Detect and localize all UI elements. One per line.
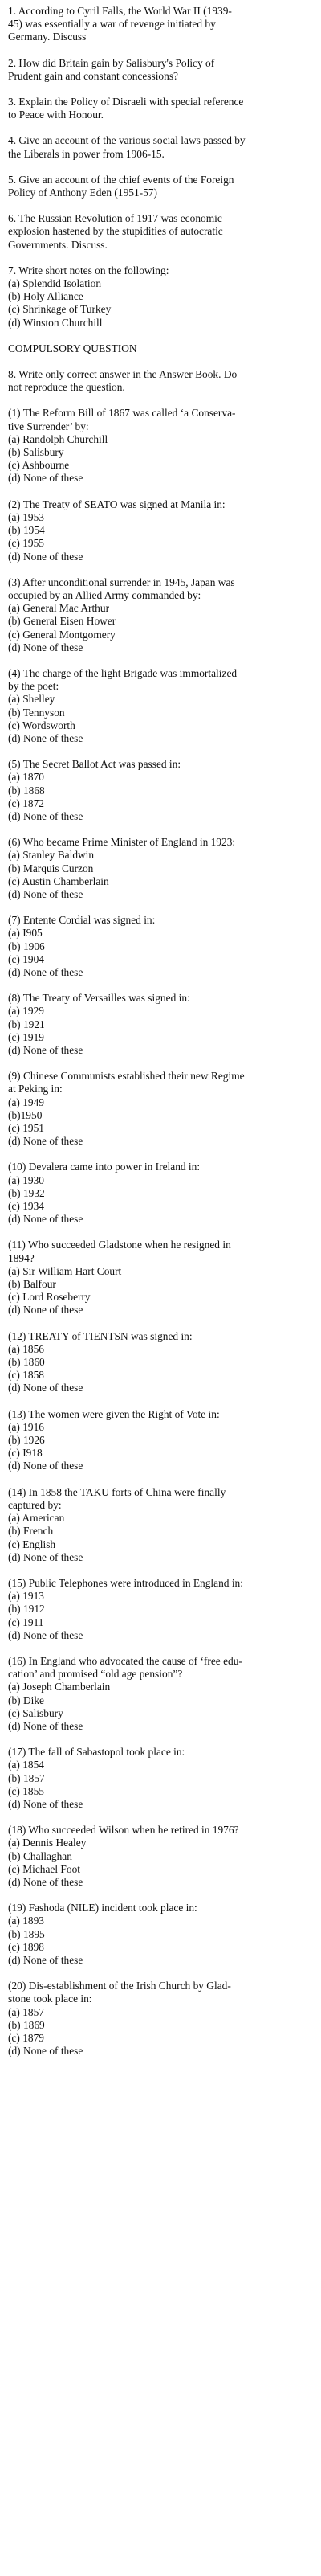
short-notes-item: (d) Winston Churchill xyxy=(8,316,103,329)
mcq-option: (b) 1932 xyxy=(8,1186,45,1199)
mcq-question xyxy=(8,836,313,901)
mcq-option: (b) Challaghan xyxy=(8,1849,72,1862)
mcq-option: (d) None of these xyxy=(8,965,83,978)
mcq-option: (b)1950 xyxy=(8,1108,43,1121)
mcq-question-text: (10) Devalera came into power in Ireland in: xyxy=(8,1161,201,1173)
mcq-option: (b) 1926 xyxy=(8,1434,45,1447)
mcq-option: (d) None of these xyxy=(8,641,83,653)
mcq-question-text: (13) The women were given the Right of Vote in: xyxy=(8,1407,220,1420)
essay-question-2: 2. How did Britain gain by Salisbury's Policy of Prudent gain and constant concessions? xyxy=(8,56,215,82)
mcq-option: (d) None of these xyxy=(8,1460,83,1472)
mcq-question-text: (17) The fall of Sabastopol took place in: xyxy=(8,1746,185,1759)
mcq-option: (d) None of these xyxy=(8,472,83,485)
mcq-option: (b) Marquis Curzon xyxy=(8,862,94,874)
mcq-question xyxy=(8,992,313,1057)
mcq-question-text: (5) The Secret Ballot Act was passed in: xyxy=(8,758,181,771)
mcq-question-text: (2) The Treaty of SEATO was signed at Manila in: xyxy=(8,498,226,510)
mcq-option: (c) 1898 xyxy=(8,1940,44,1953)
mcq-option: (a) 1953 xyxy=(8,510,44,523)
mcq-option: (d) None of these xyxy=(8,1719,83,1732)
mcq-option: (a) 1916 xyxy=(8,1420,44,1433)
mcq-question xyxy=(8,1980,313,2058)
mcq-option: (b) 1906 xyxy=(8,940,45,952)
mcq-question xyxy=(8,1070,313,1148)
mcq-question xyxy=(8,1577,313,1642)
short-notes-item: (c) Shrinkage of Turkey xyxy=(8,303,112,316)
mcq-option: (d) None of these xyxy=(8,1135,83,1148)
mcq-option: (a) Stanley Baldwin xyxy=(8,849,95,862)
mcq-question-text: (3) After unconditional surrender in 1945, Japan was occupied by an Allied Army commanded by: xyxy=(8,575,235,601)
mcq-question-text: (16) In England who advocated the cause of ‘free edu- cation’ and promised “old age pension”? xyxy=(8,1654,242,1681)
mcq-option: (b) Dike xyxy=(8,1693,44,1706)
short-notes-question xyxy=(8,264,313,330)
mcq-option: (d) None of these xyxy=(8,887,83,900)
mcq-option: (d) None of these xyxy=(8,1213,83,1226)
mcq-question xyxy=(8,1408,313,1473)
mcq-option: (a) Sir William Hart Court xyxy=(8,1264,122,1277)
mcq-option: (b) 1857 xyxy=(8,1771,45,1784)
mcq-option: (a) Joseph Chamberlain xyxy=(8,1681,111,1693)
mcq-option: (a) I905 xyxy=(8,927,43,940)
mcq-option: (a) 1870 xyxy=(8,771,44,784)
mcq-option: (c) 1934 xyxy=(8,1200,44,1213)
mcq-option: (d) None of these xyxy=(8,1628,83,1641)
mcq-option: (d) None of these xyxy=(8,809,83,822)
mcq-question xyxy=(8,498,313,563)
mcq-question xyxy=(8,758,313,823)
mcq-option: (d) None of these xyxy=(8,1953,83,1966)
short-notes-item: (b) Holy Alliance xyxy=(8,290,83,303)
mcq-question-text: (20) Dis-establishment of the Irish Church by Glad- stone took place in: xyxy=(8,1980,231,2005)
mcq-option: (c) 1879 xyxy=(8,2032,44,2044)
mcq-option: (d) None of these xyxy=(8,731,83,744)
mcq-option: (c) 1955 xyxy=(8,537,44,550)
mcq-option: (b) 1869 xyxy=(8,2018,45,2031)
mcq-option: (b) Tennyson xyxy=(8,706,65,719)
mcq-question-text: (11) Who succeeded Gladstone when he resigned in 1894? xyxy=(8,1239,231,1264)
mcq-option: (d) None of these xyxy=(8,1304,83,1317)
mcq-option: (b) Salisbury xyxy=(8,446,64,459)
mcq-option: (c) 1904 xyxy=(8,952,44,965)
mcq-question xyxy=(8,667,313,745)
mcq-option: (c) Wordsworth xyxy=(8,719,75,731)
mcq-option: (a) 1854 xyxy=(8,1759,44,1771)
essay-question-1: 1. According to Cyril Falls, the World War II (1939- 45) was essentially a war of revenge initiated by Germany. Discuss xyxy=(8,5,232,43)
mcq-option: (d) None of these xyxy=(8,1875,83,1888)
mcq-option: (d) None of these xyxy=(8,1550,83,1563)
mcq-option: (b) 1954 xyxy=(8,524,45,537)
mcq-option: (b) General Eisen Hower xyxy=(8,615,116,628)
mcq-question xyxy=(8,1824,313,1889)
mcq-option: (a) General Mac Arthur xyxy=(8,602,110,615)
mcq-option: (a) 1949 xyxy=(8,1096,44,1108)
mcq-option: (c) 1858 xyxy=(8,1369,44,1382)
mcq-option: (b) 1895 xyxy=(8,1927,45,1940)
mcq-option: (b) French xyxy=(8,1525,54,1538)
essay-question-6: 6. The Russian Revolution of 1917 was economic explosion hastened by the stupidities of autocratic Governments. Discuss. xyxy=(8,212,223,251)
mcq-option: (b) 1912 xyxy=(8,1603,45,1616)
essay-question-5: 5. Give an account of the chief events of the Foreign Policy of Anthony Eden (1951-57) xyxy=(8,173,234,199)
mcq-question-text: (1) The Reform Bill of 1867 was called ‘a Conserva- tive Surrender’ by: xyxy=(8,407,236,432)
mcq-question xyxy=(8,1655,313,1733)
mcq-question xyxy=(8,914,313,979)
mcq-question-text: (4) The charge of the light Brigade was immortalized by the poet: xyxy=(8,666,238,693)
mcq-question xyxy=(8,1239,313,1317)
mcq-option: (a) 1929 xyxy=(8,1005,44,1018)
mcq-question xyxy=(8,1486,313,1564)
mcq-option: (c) Austin Chamberlain xyxy=(8,874,109,887)
mcq-option: (c) 1919 xyxy=(8,1030,44,1043)
mcq-option: (c) 1951 xyxy=(8,1122,44,1135)
mcq-option: (a) 1930 xyxy=(8,1173,44,1186)
mcq-option: (c) English xyxy=(8,1538,56,1550)
mcq-option: (d) None of these xyxy=(8,550,83,563)
mcq-option: (c) Michael Foot xyxy=(8,1862,80,1875)
mcq-question-text: (15) Public Telephones were introduced in England in: xyxy=(8,1576,243,1589)
essay-question-4: 4. Give an account of the various social laws passed by the Liberals in power from 1906-15. xyxy=(8,134,246,160)
mcq-question xyxy=(8,407,313,485)
mcq-option: (a) Randolph Churchill xyxy=(8,432,108,445)
mcq-question xyxy=(8,576,313,654)
mcq-question-text: (9) Chinese Communists established their new Regime at Peking in: xyxy=(8,1070,245,1096)
mcq-option: (a) 1913 xyxy=(8,1590,44,1603)
mcq-option: (c) General Montgomery xyxy=(8,628,116,641)
mcq-option: (a) Dennis Healey xyxy=(8,1837,87,1849)
mcq-option: (a) American xyxy=(8,1512,65,1525)
mcq-option: (c) 1911 xyxy=(8,1616,44,1628)
essay-question-3: 3. Explain the Policy of Disraeli with special reference to Peace with Honour. xyxy=(8,96,244,121)
mcq-option: (a) Shelley xyxy=(8,693,55,706)
mcq-option: (c) 1872 xyxy=(8,797,44,809)
mcq-question-text: (7) Entente Cordial was signed in: xyxy=(8,914,156,927)
mcq-option: (b) 1860 xyxy=(8,1356,45,1369)
mcq-option: (c) Lord Roseberry xyxy=(8,1291,91,1304)
mcq-option: (b) Balfour xyxy=(8,1278,56,1291)
essay-questions xyxy=(8,5,313,252)
mcq-option: (a) 1856 xyxy=(8,1342,44,1355)
mcq-option: (b) 1921 xyxy=(8,1018,45,1030)
compulsory-instruction: 8. Write only correct answer in the Answer Book. Do not reproduce the question. xyxy=(8,368,238,394)
mcq-option: (d) None of these xyxy=(8,1382,83,1394)
mcq-option: (d) None of these xyxy=(8,1044,83,1056)
mcq-question-text: (14) In 1858 the TAKU forts of China were finally captured by: xyxy=(8,1485,226,1511)
mcq-option: (b) 1868 xyxy=(8,784,45,797)
mcq-question xyxy=(8,1161,313,1226)
mcq-option: (a) 1857 xyxy=(8,2005,44,2018)
mcq-question xyxy=(8,1902,313,1967)
short-notes-item: (a) Splendid Isolation xyxy=(8,277,102,290)
mcq-question xyxy=(8,1746,313,1811)
mcq-question-text: (19) Fashoda (NILE) incident took place in: xyxy=(8,1902,197,1915)
mcq-list xyxy=(8,407,313,2058)
compulsory-heading: COMPULSORY QUESTION xyxy=(8,342,137,354)
mcq-question xyxy=(8,1330,313,1395)
mcq-option: (d) None of these xyxy=(8,1797,83,1810)
mcq-option: (a) 1893 xyxy=(8,1915,44,1927)
mcq-option: (c) Ashbourne xyxy=(8,459,70,472)
mcq-option: (d) None of these xyxy=(8,2045,83,2058)
mcq-option: (c) Salisbury xyxy=(8,1706,63,1719)
mcq-question-text: (12) TREATY of TIENTSN was signed in: xyxy=(8,1329,193,1342)
short-notes-prompt: 7. Write short notes on the following: xyxy=(8,264,169,276)
mcq-option: (c) 1855 xyxy=(8,1784,44,1797)
mcq-option: (c) I918 xyxy=(8,1447,43,1460)
mcq-question-text: (18) Who succeeded Wilson when he retired in 1976? xyxy=(8,1824,239,1837)
mcq-question-text: (6) Who became Prime Minister of England in 1923: xyxy=(8,836,236,849)
mcq-question-text: (8) The Treaty of Versailles was signed in: xyxy=(8,992,190,1005)
